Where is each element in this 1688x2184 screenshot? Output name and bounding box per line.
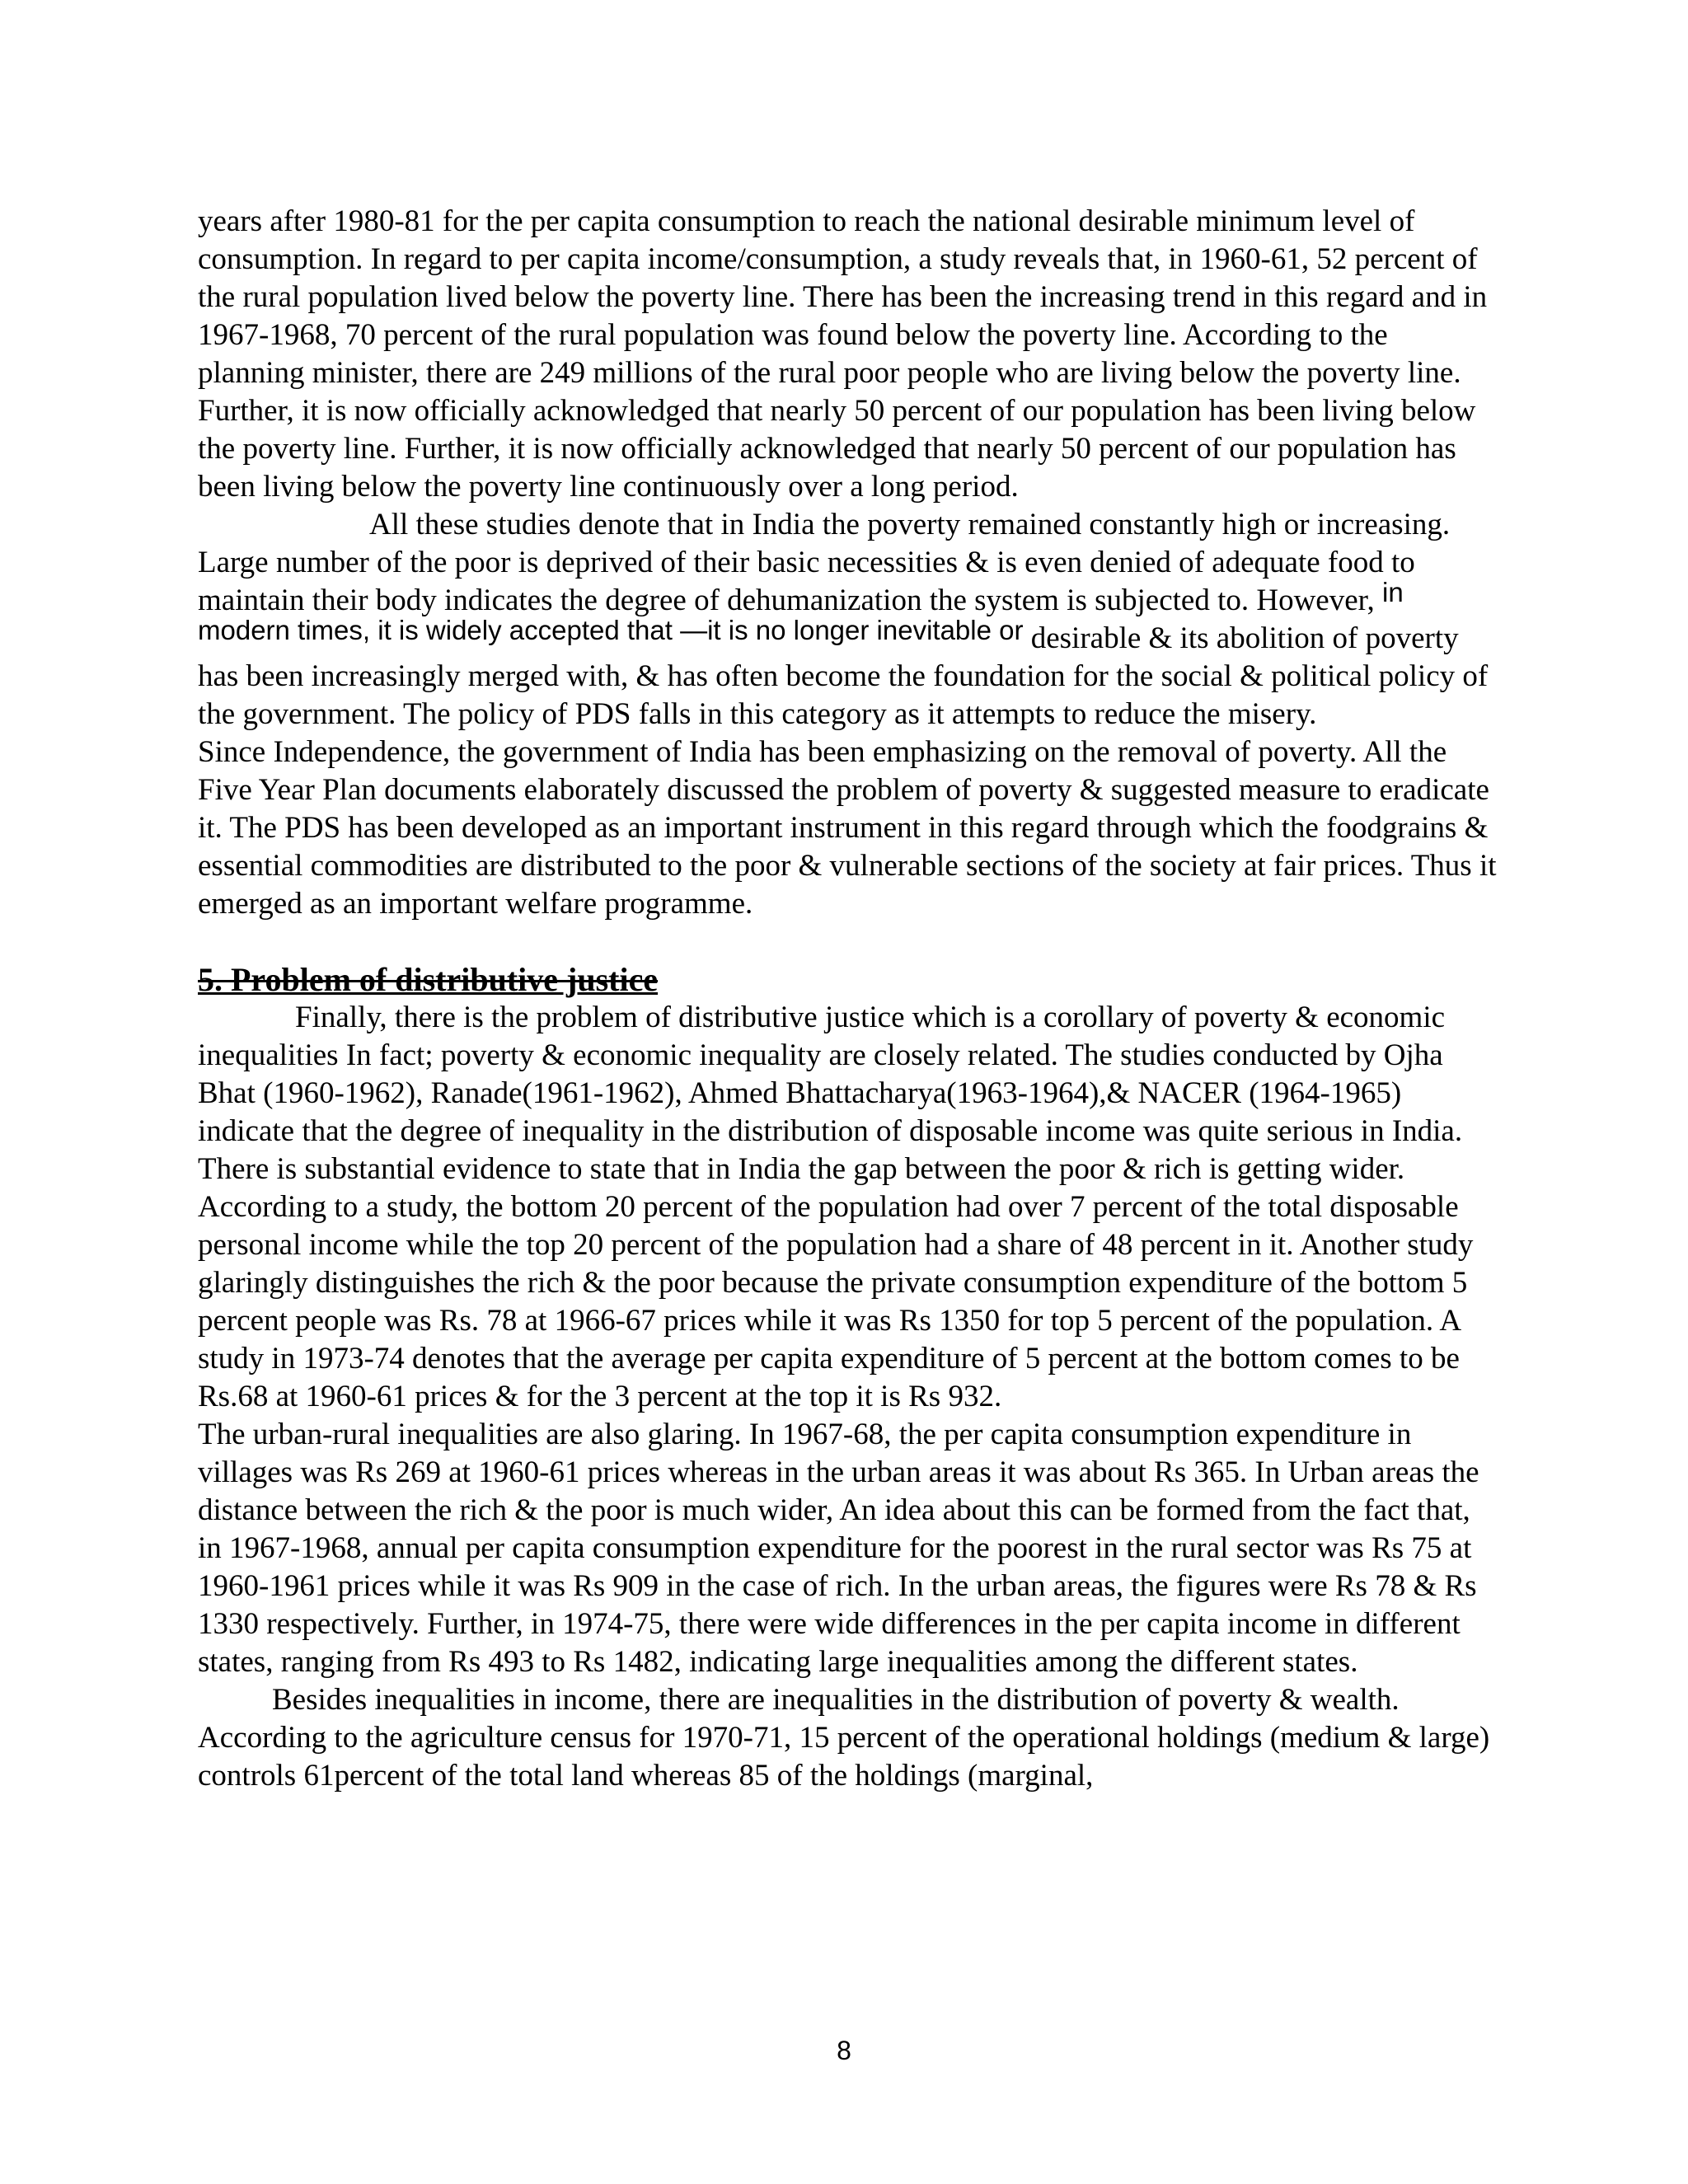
paragraph-urban-rural-inequalities: The urban-rural inequalities are also glaring. In 1967-68, the per capita consumption expenditure in villages was Rs 269 at 1960-61 prices whereas in the urban areas it was about Rs 365. In Urban areas the distance between the rich & the poor is much wider, An idea about this can be formed from the fact that, in 1967-1968, annual per capita consumption expenditure for the poorest in the rural sector was Rs 75 at 1960-1961 prices while it was Rs 909 in the case of rich. In the urban areas, the figures were Rs 78 & Rs 1330 respectively. Further, in 1974-75, there were wide differences in the per capita income in different states, ranging from Rs 493 to Rs 1482, indicating large inequalities among the different states.	[198, 1418, 1479, 1679]
paragraph-poverty-studies-lead: All these studies denote that in India the poverty remained constantly high or increasing. Large number of the poor is deprived of their basic necessities & is even denied of adequate food to maintain their body indicates the degree of dehumanization the system is subjected to. However,	[198, 508, 1451, 617]
paragraph-wealth-inequalities: Besides inequalities in income, there are inequalities in the distribution of poverty & wealth. According to the agriculture census for 1970-71, 15 percent of the operational holdings (medium & large) controls 61percent of the total land whereas 85 of the holdings (marginal,	[198, 1683, 1490, 1793]
body-text	[198, 203, 1500, 1795]
paragraph-poverty-studies-quote: in modern times, it is widely accepted that ―it is no longer inevitable or	[198, 577, 1404, 645]
page-number: 8	[837, 2036, 851, 2065]
paragraph-poverty-statistics: years after 1980-81 for the per capita consumption to reach the national desirable minimum level of consumption. In regard to per capita income/consumption, a study reveals that, in 1960-61, 52 percent of the rural population lived below the poverty line. There has been the increasing trend in this regard and in 1967-1968, 70 percent of the rural population was found below the poverty line. According to the planning minister, there are 249 millions of the rural poor people who are living below the poverty line. Further, it is now officially acknowledged that nearly 50 percent of our population has been living below the poverty line. Further, it is now officially acknowledged that nearly 50 percent of our population has been living below the poverty line continuously over a long period.	[198, 204, 1488, 504]
paragraph-independence-pds: Since Independence, the government of India has been emphasizing on the removal of poverty. All the Five Year Plan documents elaborately discussed the problem of poverty & suggested measure to eradicate it. The PDS has been developed as an important instrument in this regard through which the foodgrains & essential commodities are distributed to the poor & vulnerable sections of the society at fair prices. Thus it emerged as an important welfare programme.	[198, 735, 1497, 921]
paragraph-distributive-justice: Finally, there is the problem of distributive justice which is a corollary of poverty & economic inequalities In fact; poverty & economic inequality are closely related. The studies conducted by Ojha Bhat (1960-1962), Ranade(1961-1962), Ahmed Bhattacharya(1963-1964),& NACER (1964-1965) indicate that the degree of inequality in the distribution of disposable income was quite serious in India. There is substantial evidence to state that in India the gap between the poor & rich is getting wider. According to a study, the bottom 20 percent of the population had over 7 percent of the total disposable personal income while the top 20 percent of the population had a share of 48 percent in it. Another study glaringly distinguishes the rich & the poor because the private consumption expenditure of the bottom 5 percent people was Rs. 78 at 1966-67 prices while it was Rs 1350 for top 5 percent of the population. A study in 1973-74 denotes that the average per capita expenditure of 5 percent at the bottom comes to be Rs.68 at 1960-61 prices & for the 3 percent at the top it is Rs 932.	[198, 1001, 1474, 1413]
paragraph-poverty-studies-tail: desirable & its abolition of poverty has been increasingly merged with, & has often become the foundation for the social & political policy of the government. The policy of PDS falls in this category as it attempts to reduce the misery.	[198, 621, 1489, 731]
paragraph-poverty-studies	[198, 506, 1500, 733]
section-heading: 5. Problem of distributive justice	[198, 961, 659, 998]
